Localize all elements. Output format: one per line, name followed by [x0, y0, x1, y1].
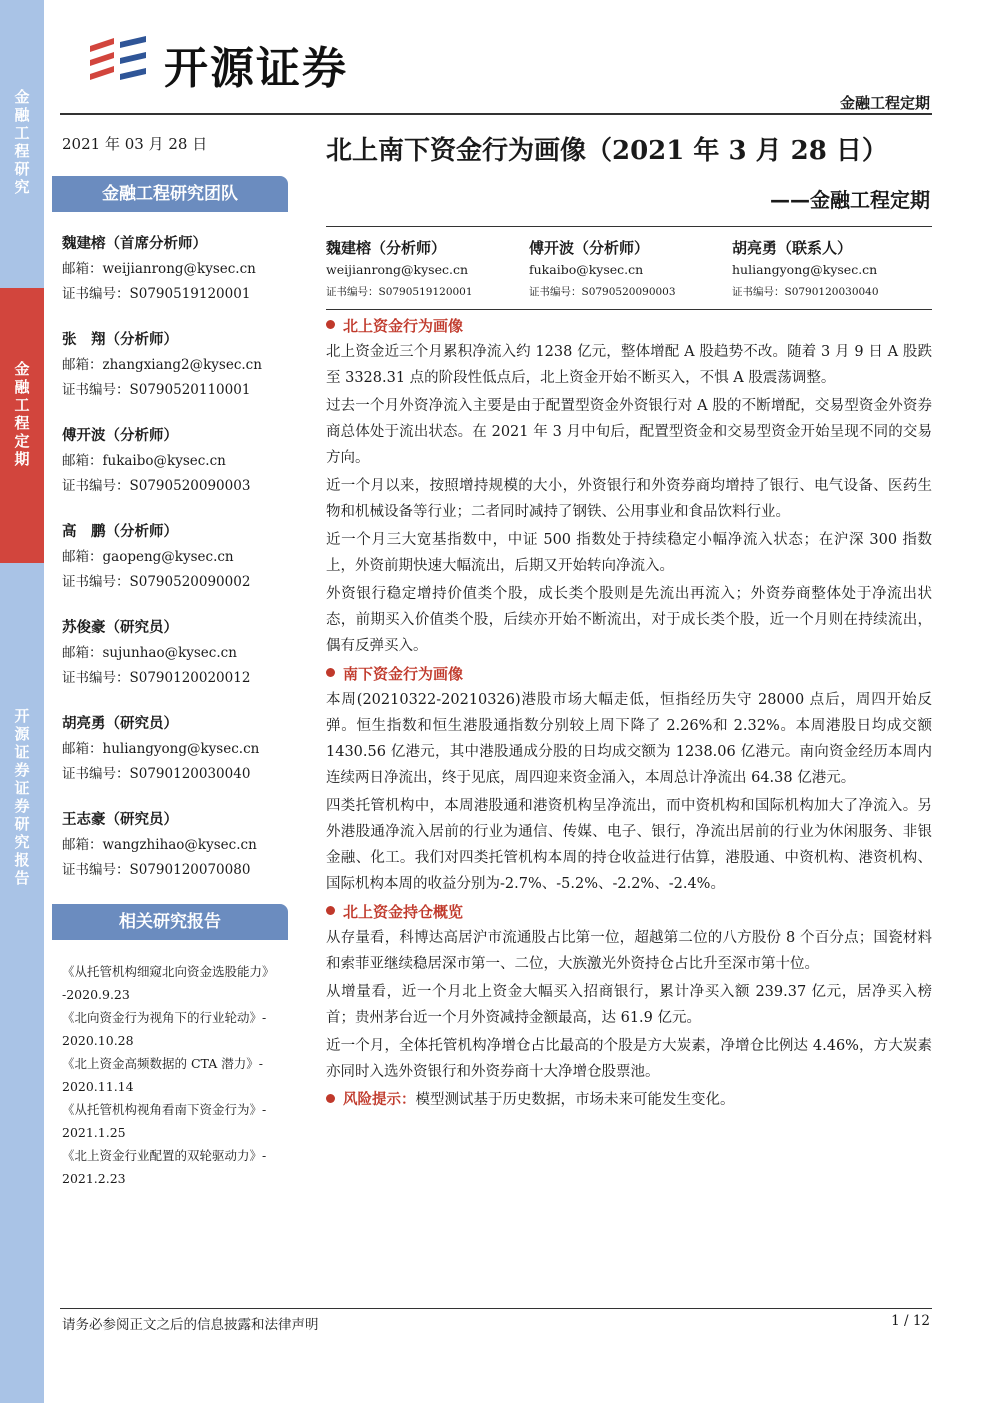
member-cert: 证书编号：S0790120070080 — [62, 862, 251, 878]
section-heading-text: 北上资金持仓概览 — [343, 903, 464, 921]
team-member — [62, 616, 306, 691]
member-name: 苏俊豪（研究员） — [62, 620, 178, 636]
member-name: 高 鹏（分析师） — [62, 524, 178, 540]
side-strip-top — [0, 0, 44, 288]
related-report-title[interactable]: 《从托管机构细窥北向资金选股能力》 — [62, 964, 275, 979]
member-cert: 证书编号：S0790520090002 — [62, 574, 251, 590]
related-report-link[interactable] — [62, 1006, 306, 1052]
related-report-date: 2021.1.25 — [62, 1125, 126, 1140]
author-name: 魏建榕（分析师） — [326, 239, 447, 257]
related-report-title[interactable]: 《北向资金行为视角下的行业轮动》- — [62, 1010, 267, 1025]
member-cert: 证书编号：S0790120020012 — [62, 670, 251, 686]
author-cert: 证书编号：S0790120030040 — [732, 286, 879, 298]
related-report-date: -2020.9.23 — [62, 987, 130, 1002]
team-heading: 金融工程研究团队 — [52, 176, 288, 212]
report-subtitle: ——金融工程定期 — [770, 188, 930, 212]
side-strip-bottom — [0, 563, 44, 1403]
author-name: 傅开波（分析师） — [529, 239, 650, 257]
member-name: 魏建榕（首席分析师） — [62, 236, 207, 252]
member-email: 邮箱：huliangyong@kysec.cn — [62, 741, 260, 757]
team-member — [62, 232, 306, 307]
related-report-link[interactable] — [62, 960, 306, 1006]
left-sidebar — [62, 176, 306, 1190]
paragraph: 近一个月以来，按照增持规模的大小，外资银行和外资券商均增持了银行、电气设备、医药生物和机械设备等行业；二者同时减持了钢铁、公用事业和食品饮料行业。 — [326, 478, 932, 520]
related-report-link[interactable] — [62, 1052, 306, 1098]
report-date: 2021 年 03 月 28 日 — [62, 135, 208, 153]
related-report-title[interactable]: 《从托管机构视角看南下资金行为》- — [62, 1102, 267, 1117]
member-email: 邮箱：zhangxiang2@kysec.cn — [62, 357, 262, 373]
team-member — [62, 520, 306, 595]
related-reports-heading: 相关研究报告 — [52, 904, 288, 940]
author-divider-bottom — [326, 309, 932, 310]
paragraph: 近一个月，全体托管机构净增仓占比最高的个股是方大炭素，净增仓比例达 4.46%，方大炭素亦同时入选外资银行和外资券商十大净增仓股票池。 — [326, 1038, 932, 1080]
footer-disclaimer[interactable]: 请务必参阅正文之后的信息披露和法律声明 — [62, 1317, 319, 1333]
section-heading — [326, 313, 932, 339]
bullet-dot-icon — [326, 320, 335, 329]
section-heading — [326, 661, 932, 687]
author-email[interactable]: fukaibo@kysec.cn — [529, 262, 644, 277]
author-email[interactable]: weijianrong@kysec.cn — [326, 262, 468, 277]
paragraph: 本周(20210322-20210326)港股市场大幅走低，恒指经历失守 28000 点后，周四开始反弹。恒生指数和恒生港股通指数分别较上周下降了 2.26%和 2.32%。本周港股日均成交额 1430.56 亿港元，其中港股通成分股的日均成交额为 1238.06 亿港元。南向资金经历本周内连续两日净流出，终于见底，周四迎来资金涌入，本周总计净流出 64.38 亿港元。 — [326, 692, 932, 786]
member-cert: 证书编号：S0790520110001 — [62, 382, 251, 398]
side-label-periodic: 金融工程定期 — [14, 360, 30, 468]
paragraph: 过去一个月外资净流入主要是由于配置型资金外资银行对 A 股的不断增配，交易型资金外资券商总体处于流出状态。在 2021 年 3 月中旬后，配置型资金和交易型资金开始呈现不同的交易方向。 — [326, 398, 932, 466]
member-email: 邮箱：wangzhihao@kysec.cn — [62, 837, 257, 853]
report-title: 北上南下资金行为画像（2021 年 3 月 28 日） — [326, 136, 888, 166]
related-report-date: 2021.2.23 — [62, 1171, 126, 1186]
member-cert: 证书编号：S0790120030040 — [62, 766, 251, 782]
team-member — [62, 424, 306, 499]
member-name: 王志豪（研究员） — [62, 812, 178, 828]
paragraph: 近一个月三大宽基指数中，中证 500 指数处于持续稳定小幅净流入状态；在沪深 300 指数上，外资前期快速大幅流出，后期又开始转向净流入。 — [326, 532, 932, 574]
member-cert: 证书编号：S0790520090003 — [62, 478, 251, 494]
footer-divider — [60, 1308, 932, 1309]
paragraph: 外资银行稳定增持价值类个股，成长类个股则是先流出再流入；外资券商整体处于净流出状态，前期买入价值类个股，后续亦开始不断流出，对于成长类个股，近一个月则在持续流出，偶有反弹买入。 — [326, 586, 932, 654]
author — [529, 237, 729, 303]
bullet-dot-icon — [326, 1094, 335, 1103]
member-name: 傅开波（分析师） — [62, 428, 178, 444]
side-label-company: 开源证券 证券研究报告 — [14, 707, 30, 887]
side-label-research: 金融工程研究 — [14, 88, 30, 196]
section-heading-text: 北上资金行为画像 — [343, 317, 464, 335]
author-cert: 证书编号：S0790519120001 — [326, 286, 473, 298]
related-report-date: 2020.10.28 — [62, 1033, 134, 1048]
page-number: 1 / 12 — [891, 1313, 930, 1329]
company-logo — [84, 28, 374, 94]
team-member — [62, 712, 306, 787]
risk-note — [326, 1087, 932, 1113]
paragraph: 从增量看，近一个月北上资金大幅买入招商银行，累计净买入额 239.37 亿元，居净买入榜首；贵州茅台近一个月外资减持金额最高，达 61.9 亿元。 — [326, 984, 932, 1026]
author — [326, 237, 526, 303]
member-cert: 证书编号：S0790519120001 — [62, 286, 251, 302]
related-reports-list — [62, 960, 306, 1190]
member-email: 邮箱：fukaibo@kysec.cn — [62, 453, 226, 469]
team-member — [62, 808, 306, 883]
member-name: 张 翔（分析师） — [62, 332, 178, 348]
related-report-title[interactable]: 《北上资金行业配置的双轮驱动力》- — [62, 1148, 267, 1163]
team-list — [62, 232, 306, 883]
side-strip-middle — [0, 288, 44, 563]
section-heading — [326, 899, 932, 925]
related-report-date: 2020.11.14 — [62, 1079, 134, 1094]
author-divider-top — [326, 226, 932, 227]
paragraph: 北上资金近三个月累积净流入约 1238 亿元，整体增配 A 股趋势不改。随着 3 月 9 日 A 股跌至 3328.31 点的阶段性低点后，北上资金开始不断买入，不惧 A 股震荡调整。 — [326, 344, 932, 386]
bullet-dot-icon — [326, 668, 335, 677]
author-email[interactable]: huliangyong@kysec.cn — [732, 262, 878, 277]
author-grid — [326, 237, 932, 303]
author-cert: 证书编号：S0790520090003 — [529, 286, 676, 298]
paragraph: 四类托管机构中，本周港股通和港资机构呈净流出，而中资机构和国际机构加大了净流入。另外港股通净流入居前的行业为通信、传媒、电子、银行，净流出居前的行业为休闲服务、非银金融、化工。我们对四类托管机构本周的持仓收益进行估算，港股通、中资机构、港资机构、国际机构本周的收益分别为-2.7%、-5.2%、-2.2%、-2.4%。 — [326, 798, 932, 892]
report-body — [326, 313, 932, 1115]
kaiyuan-logo-mark-icon — [84, 32, 154, 90]
risk-label: 风险提示： — [343, 1092, 416, 1108]
section-heading-text: 南下资金行为画像 — [343, 665, 464, 683]
related-report-link[interactable] — [62, 1098, 306, 1144]
related-report-link[interactable] — [62, 1144, 306, 1190]
member-name: 胡亮勇（研究员） — [62, 716, 178, 732]
member-email: 邮箱：sujunhao@kysec.cn — [62, 645, 237, 661]
author — [732, 237, 932, 303]
author-block — [326, 226, 932, 310]
author-name: 胡亮勇（联系人） — [732, 239, 853, 257]
bullet-dot-icon — [326, 906, 335, 915]
header-divider — [60, 113, 932, 115]
member-email: 邮箱：weijianrong@kysec.cn — [62, 261, 256, 277]
risk-text: 模型测试基于历史数据，市场未来可能发生变化。 — [415, 1092, 735, 1108]
related-report-title[interactable]: 《北上资金高频数据的 CTA 潜力》- — [62, 1056, 263, 1071]
header-report-type: 金融工程定期 — [839, 94, 930, 112]
team-member — [62, 328, 306, 403]
paragraph: 从存量看，科博达高居沪市流通股占比第一位，超越第二位的八方股份 8 个百分点；国瓷材料和索菲亚继续稳居深市第一、二位，大族激光外资持仓占比升至深市第十位。 — [326, 930, 932, 972]
member-email: 邮箱：gaopeng@kysec.cn — [62, 549, 234, 565]
logo-text: 开源证券 — [164, 43, 348, 94]
